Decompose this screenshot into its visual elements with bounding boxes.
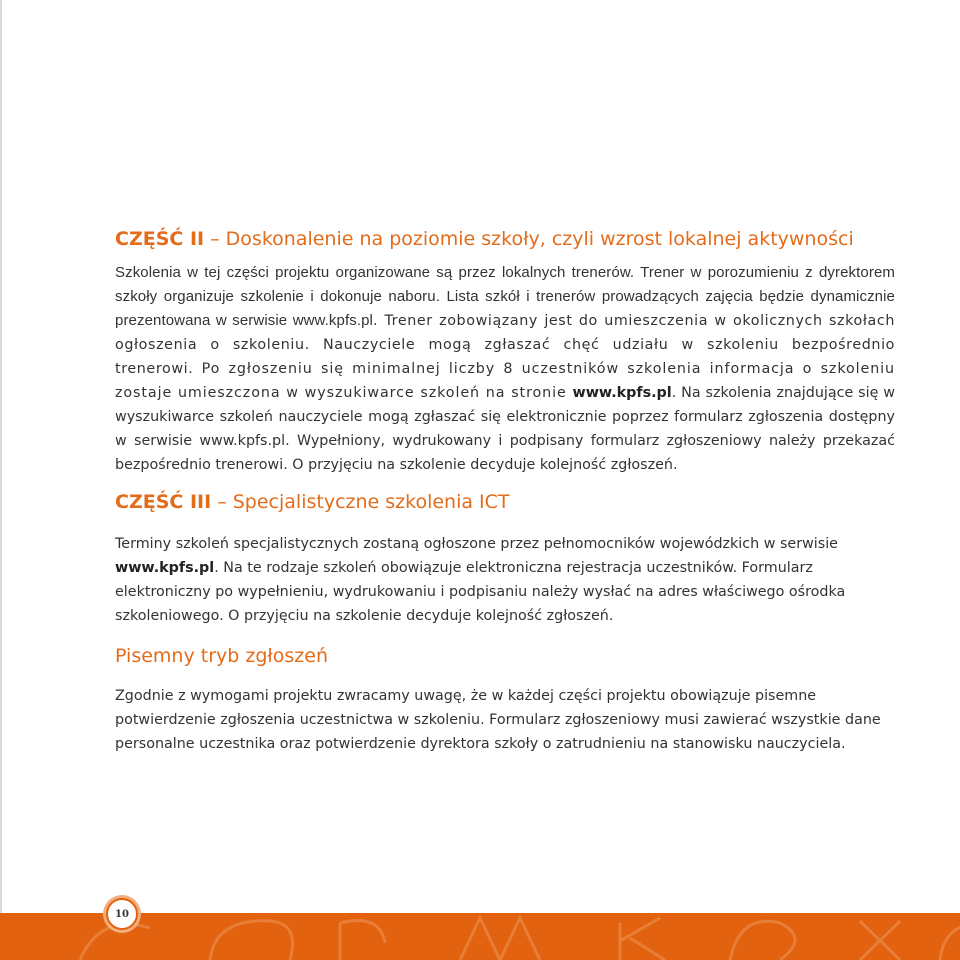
section-2-text-d: . Na szkolenia znajdujące się w wyszukiwarce szkoleń nauczyciele mogą zgłaszać się elektronicznie poprzez formularz zgłoszenia dostępny w serwisie www.kpfs.pl. Wypełniony, wydrukowany i podpisany formularz zgłoszeniowy należy przekazać bezpośrednio trenerowi. O przyjęciu na szkolenie decyduje kolejność zgłoszeń. [115, 385, 895, 473]
section-2-text-a: Szkolenia w tej części projektu organizowane są przez lokalnych trenerów. Trener w porozumieniu z dyrektorem szkoły organizuje szkolenie i dokonuje naboru. Lista szkół i trenerów prowadzących zajęcia będzie dynamicznie prezentowana w serwisie www.kpfs.pl [115, 264, 895, 329]
section-3-paragraph [115, 532, 895, 628]
section-3-heading-title: – Specjalistyczne szkolenia ICT [211, 491, 510, 513]
footer-band [0, 913, 960, 960]
section-3-text-a: Terminy szkoleń specjalistycznych zostaną ogłoszone przez pełnomocników wojewódzkich w serwisie [115, 536, 838, 552]
footer-watermark-graphic [40, 913, 960, 960]
page-number-badge [106, 898, 138, 930]
page-number: 10 [115, 908, 129, 920]
section-3-text-b: . Na te rodzaje szkoleń obowiązuje elektroniczna rejestracja uczestników. Formularz elektroniczny po wypełnieniu, wydrukowaniu i podpisaniu należy wysłać na adres właściwego ośrodka szkoleniowego. O przyjęciu na szkolenie decyduje kolejność zgłoszeń. [115, 560, 846, 624]
section-2-text-b: . Trener zobowiązany jest do umieszczenia w okolicznych szkołach ogłoszenia o szkoleniu. Nauczyciele mogą zgłaszać chęć udziału w szkoleniu bezpośrednio trenerowi. [115, 313, 895, 377]
section-2-heading-lead: CZĘŚĆ II [115, 228, 205, 250]
section-2-text-c: Po zgłoszeniu się minimalnej liczby 8 uczestników szkolenia informacja o szkoleniu zostaje umieszczona w wyszukiwarce szkoleń na stronie [115, 361, 895, 401]
document-body [115, 226, 895, 756]
section-3-heading-lead: CZĘŚĆ III [115, 491, 212, 513]
section-3-heading [115, 489, 895, 515]
section-2-heading [115, 226, 895, 252]
section-2-heading-title: – Doskonalenie na poziomie szkoły, czyli wzrost lokalnej aktywności [204, 228, 854, 250]
section-2-paragraph [115, 261, 895, 477]
section-3-url: www.kpfs.pl [115, 560, 215, 576]
section-2-url: www.kpfs.pl [572, 385, 672, 401]
section-4-heading: Pisemny tryb zgłoszeń [115, 645, 329, 667]
page-edge [0, 0, 2, 960]
section-4-paragraph: Zgodnie z wymogami projektu zwracamy uwagę, że w każdej części projektu obowiązuje pisemne potwierdzenie zgłoszenia uczestnictwa w szkoleniu. Formularz zgłoszeniowy musi zawierać wszystkie dane personalne uczestnika oraz potwierdzenie dyrektora szkoły o zatrudnieniu na stanowisku nauczyciela. [115, 688, 881, 752]
